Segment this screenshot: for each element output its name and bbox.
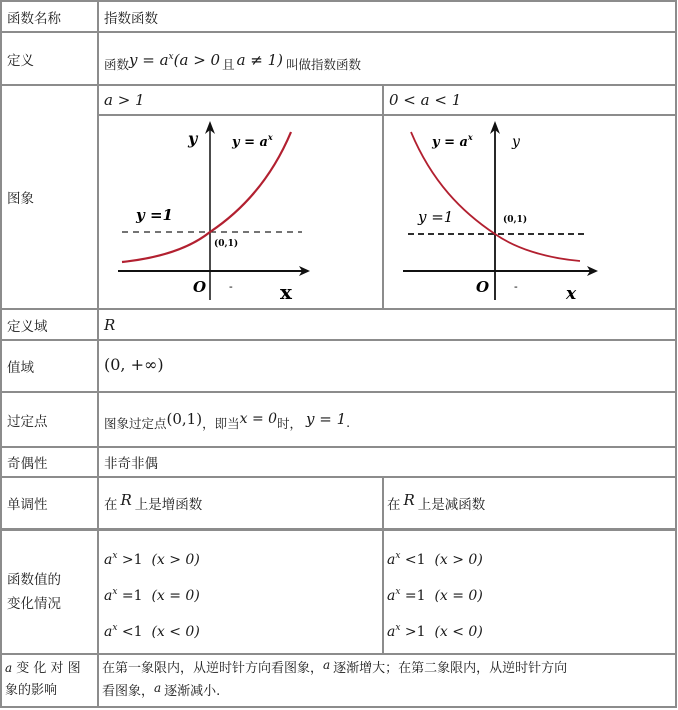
left-curve-label: $y = a^x$ [232, 132, 273, 150]
label-range: 值域 [7, 360, 34, 376]
right-curve-label: $y = a^x$ [432, 132, 473, 150]
left-asymptote-label: y =1 [136, 206, 173, 224]
grid-line [0, 706, 677, 708]
value-definition [99, 33, 675, 84]
value-change-increasing [99, 531, 382, 653]
right-x-axis-label: x [566, 284, 577, 304]
label-domain: 定义域 [7, 318, 48, 335]
fixed-point-end: . [346, 415, 351, 430]
left-tick-mark: - [229, 280, 233, 293]
left-y-axis-label: y [188, 129, 198, 148]
left-x-axis-label: x [280, 280, 292, 304]
definition-formula: $y = a^x(a > 0$ [129, 50, 221, 69]
label-definition: 定义 [7, 52, 34, 69]
grid-line [675, 0, 677, 708]
value-function-name: 指数函数 [104, 10, 158, 27]
plot-increasing-exponential [99, 116, 382, 308]
value-change-line: $a^x >1$ (x > 0) [104, 551, 200, 568]
value-change-line: $a^x <1$ (x > 0) [387, 551, 483, 568]
value-change-line: $a^x =1$ (x = 0) [104, 587, 200, 604]
fixed-point-text: 图象过定点 [104, 415, 167, 431]
label-effect-of-a: a 变 化 对 图 象的影响 [5, 661, 81, 698]
label-fixed-point: 过定点 [7, 413, 48, 430]
value-monotonicity-increasing: 在 R 上是增函数 [104, 491, 203, 513]
left-point-label: (0,1) [214, 239, 239, 249]
right-point-label: (0,1) [503, 215, 528, 225]
plot-decreasing-exponential [384, 116, 675, 308]
case-a-greater-1: a > 1 [104, 91, 145, 109]
label-monotonicity: 单调性 [7, 497, 48, 513]
value-range: (0, +∞) [104, 354, 164, 374]
definition-and: 且 [222, 56, 235, 72]
value-change-decreasing [384, 531, 675, 653]
fixed-point-text: 时， [277, 415, 303, 431]
value-effect-of-a: 在第一象限内，从逆时针方向看图象，a 逐渐增大；在第二象限内，从逆时针方向 看图象，a 逐渐减小. [102, 658, 568, 699]
right-tick-mark: - [514, 280, 518, 293]
case-a-between-0-1: 0 < a < 1 [389, 91, 462, 109]
fixed-point-text: ，即当 [202, 415, 240, 431]
label-graph: 图象 [7, 191, 34, 207]
left-origin-label: O [193, 278, 207, 296]
right-origin-label: O [476, 278, 490, 296]
label-value-change: 函数值的 变化情况 [7, 572, 61, 612]
value-parity: 非奇非偶 [104, 456, 158, 472]
value-monotonicity-decreasing: 在 R 上是减函数 [387, 491, 486, 513]
value-change-line: $a^x >1$ (x < 0) [387, 623, 483, 640]
value-change-line: $a^x =1$ (x = 0) [387, 587, 483, 604]
right-asymptote-label: y =1 [418, 208, 454, 226]
definition-suffix: 叫做指数函数 [286, 56, 362, 72]
fixed-point-coords: (0,1) [166, 409, 203, 428]
value-change-line: $a^x <1$ (x < 0) [104, 623, 200, 640]
right-y-axis-label: y [512, 134, 520, 150]
fixed-point-condition: x = 0 [239, 410, 278, 427]
value-domain: R [104, 315, 116, 334]
fixed-point-result: y = 1 [306, 409, 347, 428]
label-function-name: 函数名称 [7, 10, 61, 27]
definition-condition: a ≠ 1) [236, 50, 284, 69]
value-fixed-point [99, 393, 675, 446]
definition-prefix: 函数 [104, 56, 130, 72]
label-parity: 奇偶性 [7, 456, 48, 472]
